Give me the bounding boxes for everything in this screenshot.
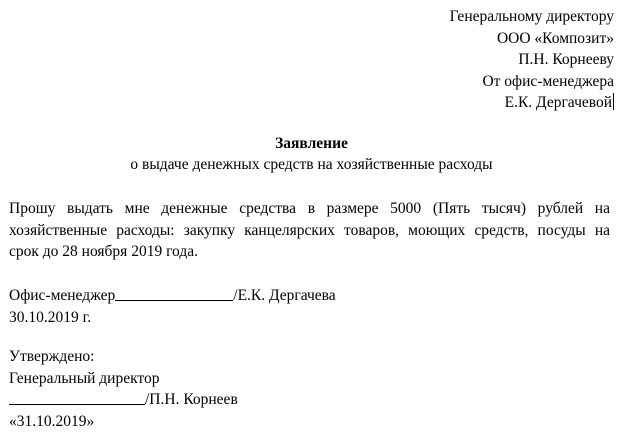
sender-name: Е.К. Дергачевой [504, 94, 612, 111]
approval-signature-line [9, 389, 145, 405]
addressee-company: ООО «Композит» [496, 29, 614, 47]
signer-position: Офис-менеджер [9, 287, 116, 304]
text-cursor [613, 93, 614, 110]
signature-row [9, 285, 336, 307]
sender-name-row [450, 92, 614, 114]
document-title: Заявление [275, 135, 348, 152]
sender-position: От офис-менеджера [482, 72, 614, 90]
signature-block [9, 285, 336, 328]
signer-name: /Е.К. Дергачева [233, 287, 336, 304]
document-subtitle: о выдаче денежных средств на хозяйственные расходы [130, 156, 493, 173]
request-body [9, 198, 610, 263]
addressee-name: П.Н. Корнееву [518, 51, 614, 68]
approval-date: «31.10.2019» [9, 412, 95, 430]
approver-name: /П.Н. Корнеев [145, 391, 238, 408]
document-heading [0, 133, 623, 175]
request-line-2: хозяйственные расходы: закупку канцелярских товаров, моющих средств, посуды на [9, 221, 610, 239]
approval-block [9, 346, 238, 432]
addressee-position: Генеральному директору [449, 8, 614, 25]
request-line-1: Прошу выдать мне денежные средства в размере 5000 (Пять тысяч) рублей на [9, 200, 610, 217]
signature-line [115, 285, 233, 301]
approval-signature-row [9, 389, 238, 411]
approval-label: Утверждено: [9, 348, 95, 365]
request-line-3: срок до 28 ноября 2019 года. [9, 243, 198, 260]
addressee-block [450, 6, 614, 114]
signature-date: 30.10.2019 г. [9, 308, 92, 326]
approver-position: Генеральный директор [9, 369, 160, 387]
